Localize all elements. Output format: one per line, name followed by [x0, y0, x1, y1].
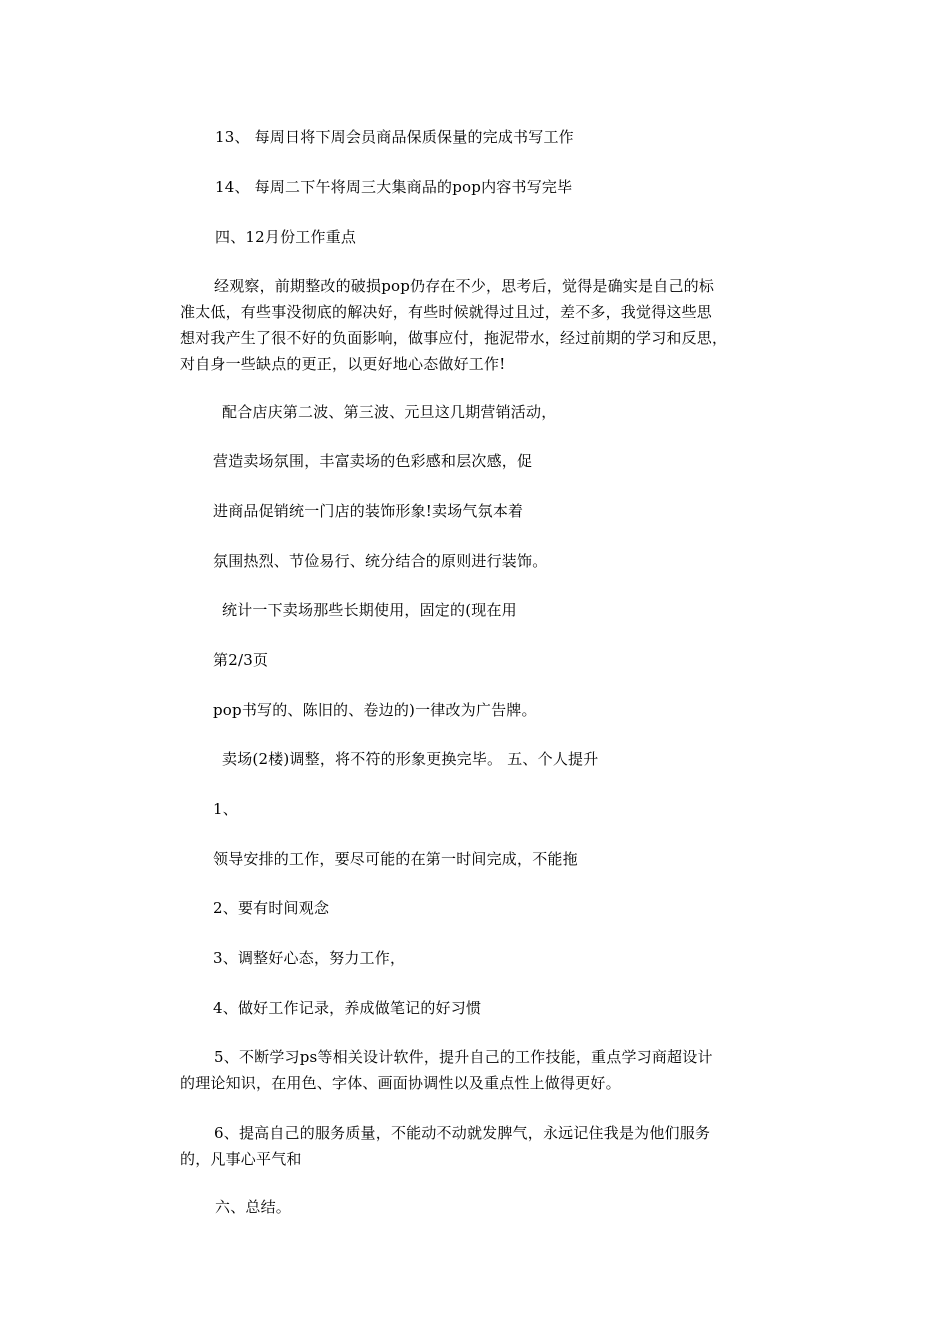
list-item-6 — [180, 1120, 780, 1172]
line-statistics: 统计一下卖场那些长期使用，固定的(现在用 — [222, 601, 517, 619]
paragraph-line: 的，凡事心平气和 — [180, 1150, 302, 1168]
paragraph-observation — [180, 273, 780, 377]
list-item-1-number: 1、 — [213, 800, 238, 818]
list-item-5 — [180, 1044, 780, 1096]
paragraph-line: 对自身一些缺点的更正，以更好地心态做好工作! — [180, 355, 506, 373]
section-heading-6: 六、总结。 — [215, 1198, 292, 1216]
paragraph-line: 5、不断学习ps等相关设计软件，提升自己的工作技能，重点学习商超设计 — [214, 1048, 713, 1066]
paragraph-line: 经观察，前期整改的破损pop仍存在不少，思考后，觉得是确实是自己的标 — [214, 277, 715, 295]
page-number: 第2/3页 — [213, 651, 269, 669]
paragraph-line: 的理论知识，在用色、字体、画面协调性以及重点性上做得更好。 — [180, 1074, 621, 1092]
line-promote: 进商品促销统一门店的装饰形象!卖场气氛本着 — [213, 502, 524, 520]
list-item-13: 13、 每周日将下周会员商品保质保量的完成书写工作 — [215, 128, 574, 146]
list-item-14: 14、 每周二下午将周三大集商品的pop内容书写完毕 — [215, 178, 573, 196]
paragraph-line: 想对我产生了很不好的负面影响，做事应付，拖泥带水，经过前期的学习和反思， — [180, 329, 728, 347]
list-item-1-text: 领导安排的工作，要尽可能的在第一时间完成，不能拖 — [213, 850, 578, 868]
list-item-2: 2、要有时间观念 — [213, 899, 330, 917]
list-item-4: 4、做好工作记录，养成做笔记的好习惯 — [213, 999, 482, 1017]
line-atmosphere: 营造卖场氛围，丰富卖场的色彩感和层次感，促 — [213, 452, 533, 470]
line-floor2: 卖场(2楼)调整，将不符的形象更换完毕。 五、个人提升 — [222, 750, 599, 768]
line-pop: pop书写的、陈旧的、卷边的)一律改为广告牌。 — [213, 701, 537, 719]
paragraph-line: 准太低，有些事没彻底的解决好，有些时候就得过且过，差不多，我觉得这些思 — [180, 303, 713, 321]
line-principle: 氛围热烈、节俭易行、统分结合的原则进行装饰。 — [213, 552, 548, 570]
section-heading-4: 四、12月份工作重点 — [215, 228, 357, 246]
line-cooperate: 配合店庆第二波、第三波、元旦这几期营销活动， — [222, 403, 557, 421]
list-item-3: 3、调整好心态，努力工作， — [213, 949, 406, 967]
paragraph-line: 6、提高自己的服务质量，不能动不动就发脾气，永远记住我是为他们服务 — [214, 1124, 711, 1142]
